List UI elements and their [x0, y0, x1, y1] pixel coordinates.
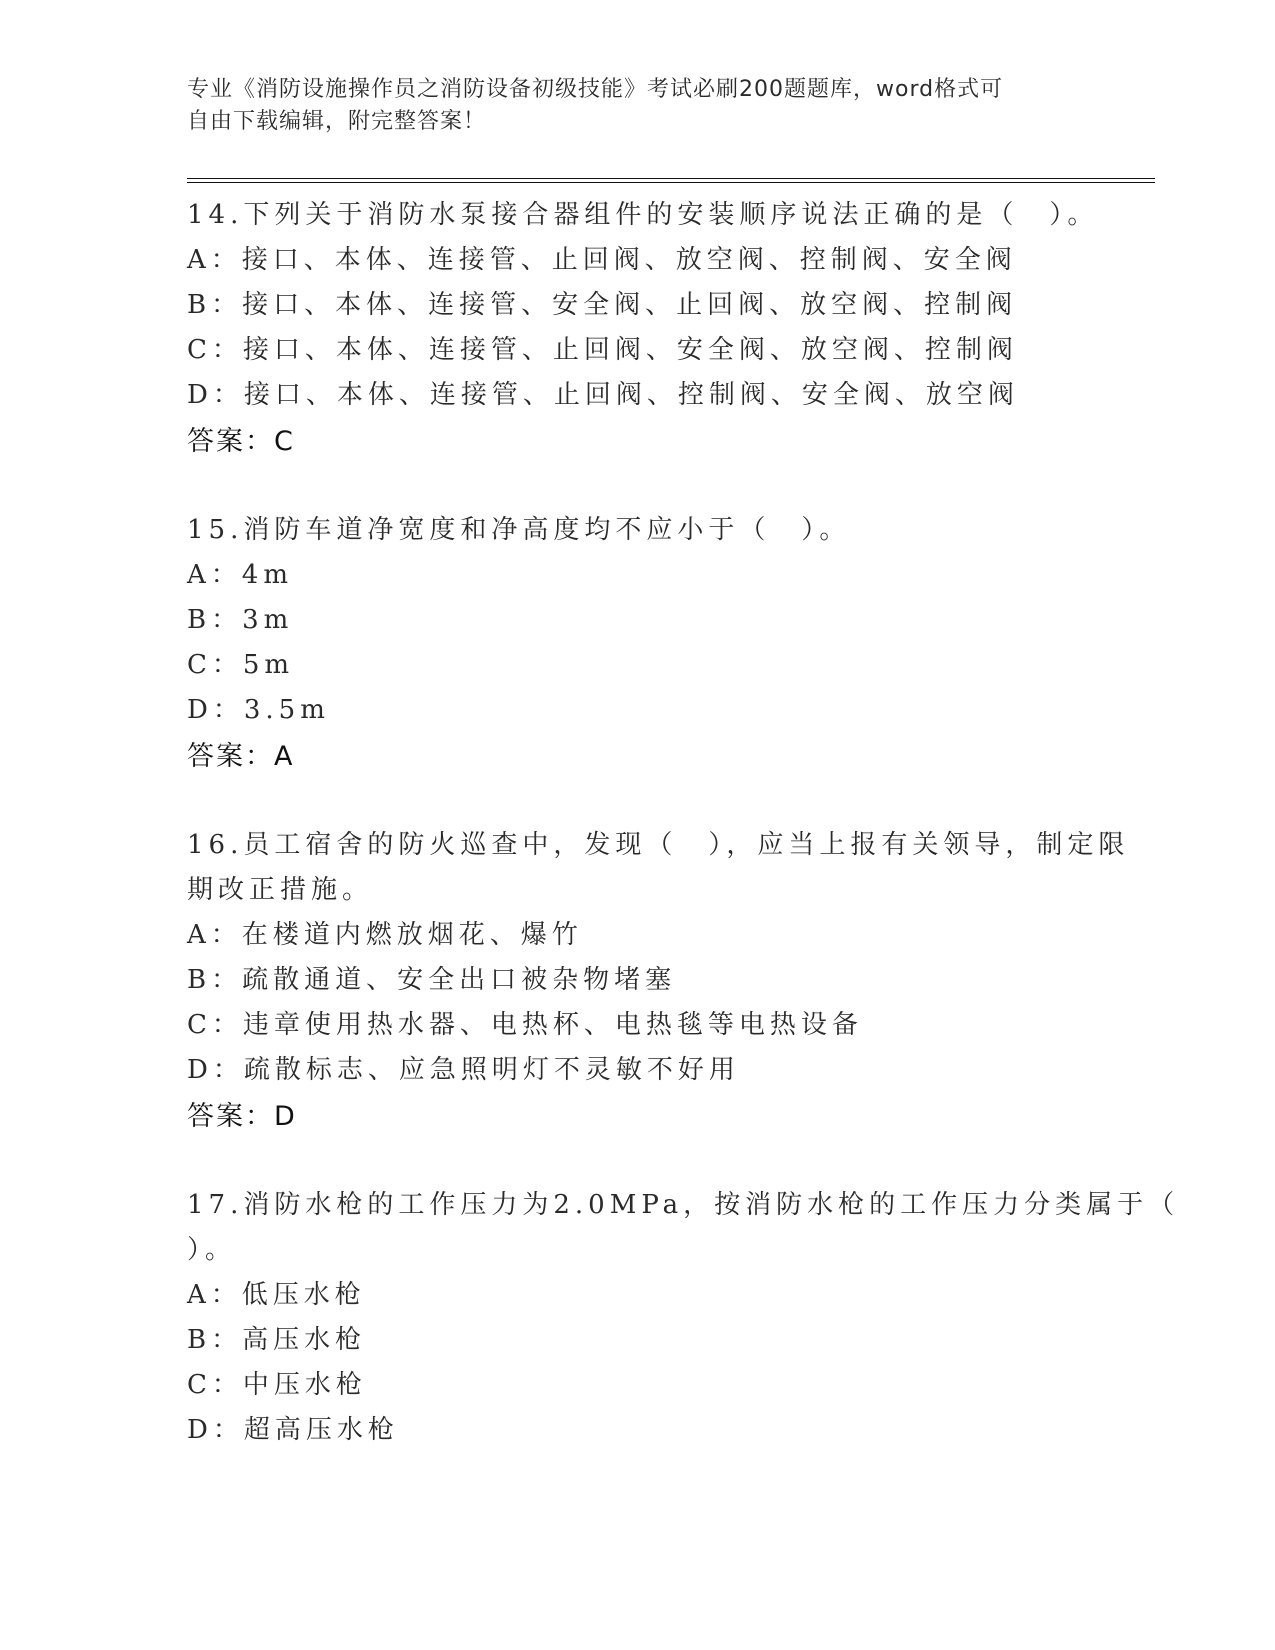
- option-a: A：接口、本体、连接管、止回阀、放空阀、控制阀、安全阀: [187, 245, 1017, 275]
- document-header: [187, 74, 1087, 138]
- question-stem-continued: 期改正措施。: [187, 875, 374, 905]
- header-line-1: 专业《消防设施操作员之消防设备初级技能》考试必刷200题题库，word格式可: [187, 77, 1004, 102]
- question-stem: 15.消防车道净宽度和净高度均不应小于（ ）。: [187, 515, 851, 545]
- option-b: B：3m: [187, 605, 294, 635]
- option-a: A：在楼道内燃放烟花、爆竹: [187, 920, 583, 950]
- option-d: D：超高压水枪: [187, 1415, 399, 1445]
- option-d: D：接口、本体、连接管、止回阀、控制阀、安全阀、放空阀: [187, 380, 1019, 410]
- option-d: D：3.5m: [187, 695, 330, 725]
- answer: 答案：A: [187, 741, 295, 772]
- question-stem: 16.员工宿舍的防火巡查中，发现（ ），应当上报有关领导，制定限: [187, 830, 1130, 860]
- question-stem-continued: ）。: [187, 1235, 237, 1265]
- option-a: A：低压水枪: [187, 1280, 366, 1310]
- header-rule-top: [187, 178, 1155, 179]
- option-a: A：4m: [187, 560, 293, 590]
- option-b: B：疏散通道、安全出口被杂物堵塞: [187, 965, 677, 995]
- option-c: C：接口、本体、连接管、止回阀、安全阀、放空阀、控制阀: [187, 335, 1018, 365]
- header-rule-bottom: [187, 182, 1155, 183]
- option-b: B：高压水枪: [187, 1325, 367, 1355]
- option-c: C：5m: [187, 650, 295, 680]
- option-b: B：接口、本体、连接管、安全阀、止回阀、放空阀、控制阀: [187, 290, 1018, 320]
- header-line-2: 自由下载编辑，附完整答案！: [187, 109, 487, 134]
- option-d: D：疏散标志、应急照明灯不灵敏不好用: [187, 1055, 740, 1085]
- option-c: C：违章使用热水器、电热杯、电热毯等电热设备: [187, 1010, 863, 1040]
- option-c: C：中压水枪: [187, 1370, 367, 1400]
- answer: 答案：D: [187, 1101, 297, 1132]
- question-stem: 14.下列关于消防水泵接合器组件的安装顺序说法正确的是（ ）。: [187, 200, 1099, 230]
- question-stem: 17.消防水枪的工作压力为2.0MPa，按消防水枪的工作压力分类属于（: [187, 1190, 1180, 1220]
- answer: 答案：C: [187, 426, 295, 457]
